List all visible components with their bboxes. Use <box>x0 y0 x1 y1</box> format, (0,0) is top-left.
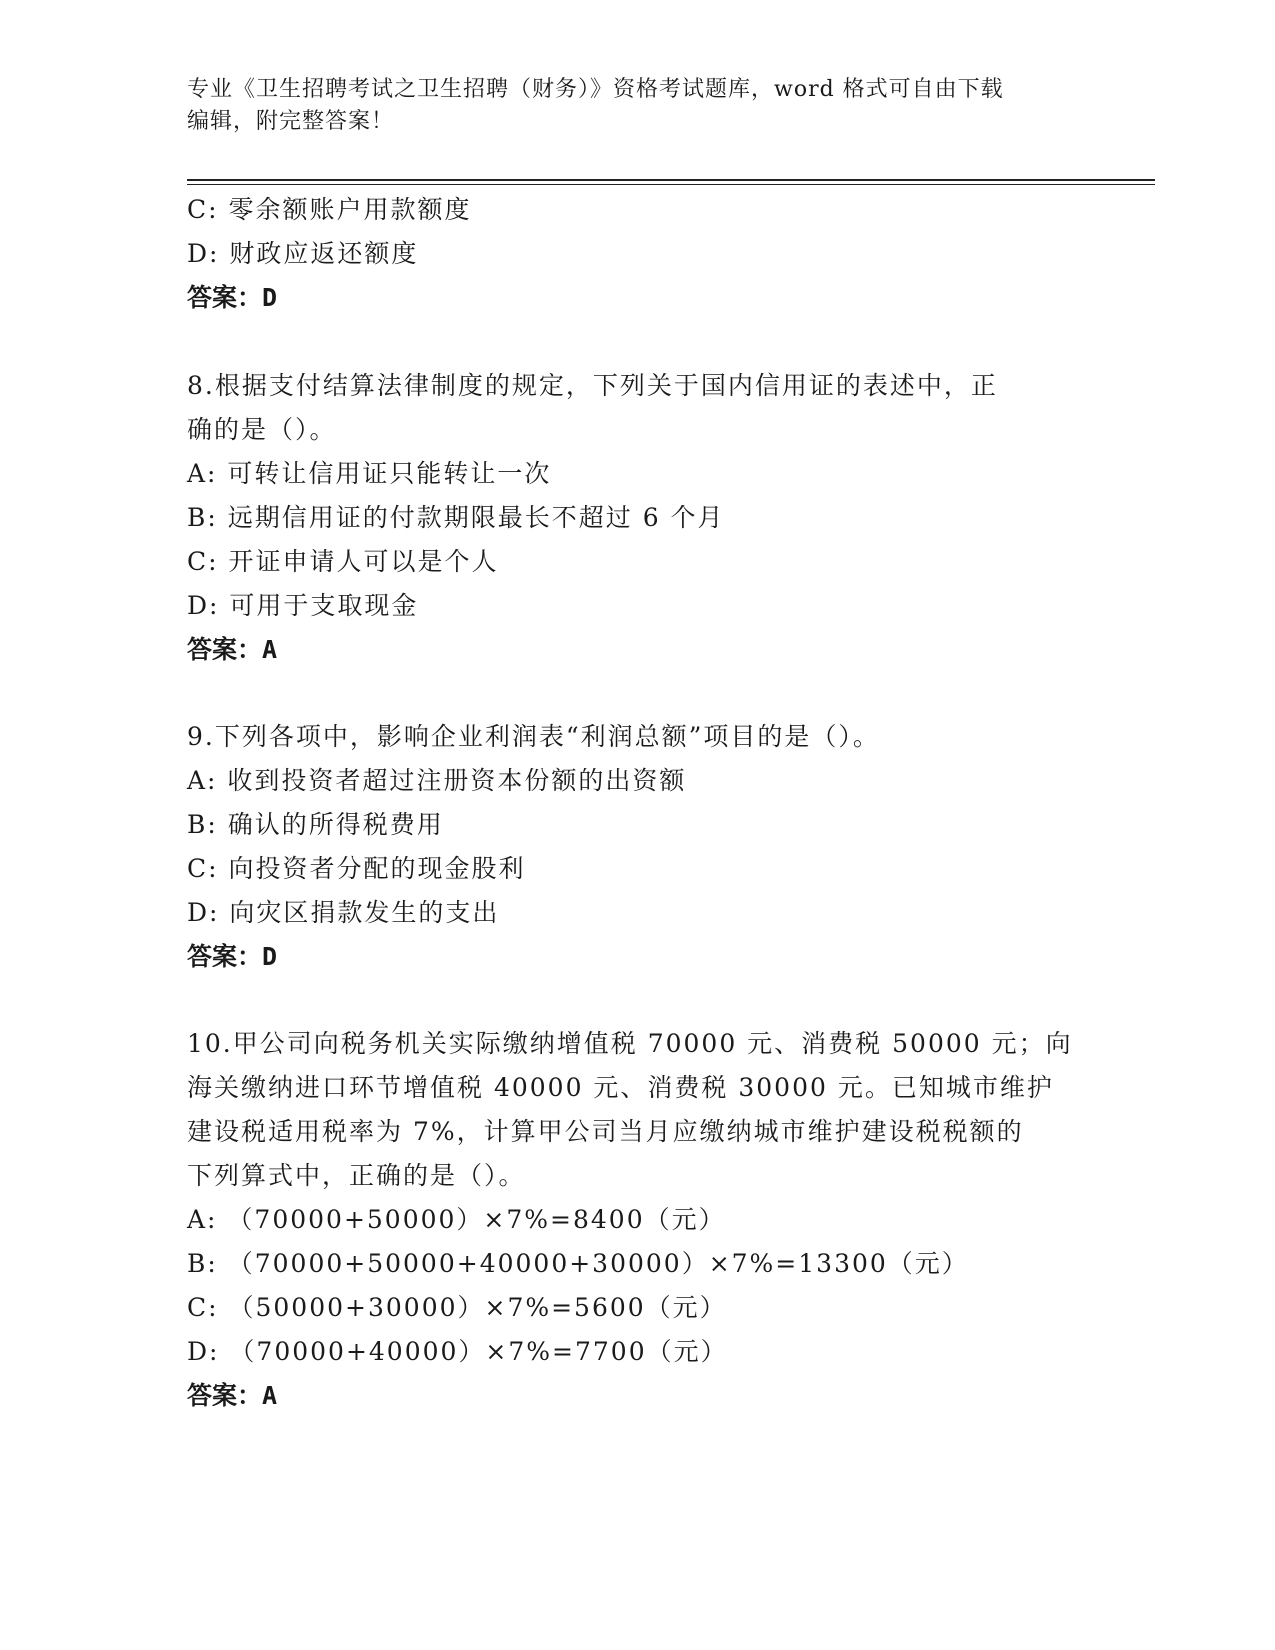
q10-stem-line-4: 下列算式中，正确的是（）。 <box>187 1161 526 1190</box>
q8-option-a: A: 可转让信用证只能转让一次 <box>187 459 552 488</box>
q8-option-b: B: 远期信用证的付款期限最长不超过 6 个月 <box>187 503 725 532</box>
q10-answer: 答案：A <box>187 1381 278 1410</box>
q8-stem-line-2: 确的是（）。 <box>187 415 337 444</box>
q10-option-a: A: （70000+50000）×7%=8400（元） <box>187 1205 726 1234</box>
header-rule-thin <box>187 184 1155 185</box>
q9-option-c: C: 向投资者分配的现金股利 <box>187 854 526 883</box>
q10-stem-line-1: 10.甲公司向税务机关实际缴纳增值税 70000 元、消费税 50000 元；向 <box>187 1029 1073 1058</box>
q9-option-a: A: 收到投资者超过注册资本份额的出资额 <box>187 766 687 795</box>
q10-option-b: B: （70000+50000+40000+30000）×7%=13300（元） <box>187 1249 969 1278</box>
header-rule-thick <box>187 179 1155 181</box>
q9-answer: 答案：D <box>187 942 278 971</box>
q7-option-c: C: 零余额账户用款额度 <box>187 195 472 224</box>
header-line-1: 专业《卫生招聘考试之卫生招聘（财务）》资格考试题库，word 格式可自由下载 <box>187 77 1004 102</box>
q8-option-c: C: 开证申请人可以是个人 <box>187 547 499 576</box>
document-header <box>187 74 1067 138</box>
q8-option-d: D: 可用于支取现金 <box>187 591 419 620</box>
q7-option-d: D: 财政应返还额度 <box>187 239 419 268</box>
q10-stem-line-2: 海关缴纳进口环节增值税 40000 元、消费税 30000 元。已知城市维护 <box>187 1073 1054 1102</box>
q8-answer: 答案：A <box>187 635 278 664</box>
q9-option-b: B: 确认的所得税费用 <box>187 810 444 839</box>
q10-option-c: C: （50000+30000）×7%=5600（元） <box>187 1293 727 1322</box>
q9-option-d: D: 向灾区捐款发生的支出 <box>187 898 500 927</box>
q10-stem-line-3: 建设税适用税率为 7%，计算甲公司当月应缴纳城市维护建设税税额的 <box>187 1117 1024 1146</box>
header-line-2: 编辑，附完整答案！ <box>187 109 395 134</box>
q7-answer: 答案：D <box>187 283 278 312</box>
q9-stem-line-1: 9.下列各项中，影响企业利润表“利润总额”项目的是（）。 <box>187 722 880 751</box>
q10-option-d: D: （70000+40000）×7%=7700（元） <box>187 1337 728 1366</box>
q8-stem-line-1: 8.根据支付结算法律制度的规定，下列关于国内信用证的表述中，正 <box>187 371 998 400</box>
